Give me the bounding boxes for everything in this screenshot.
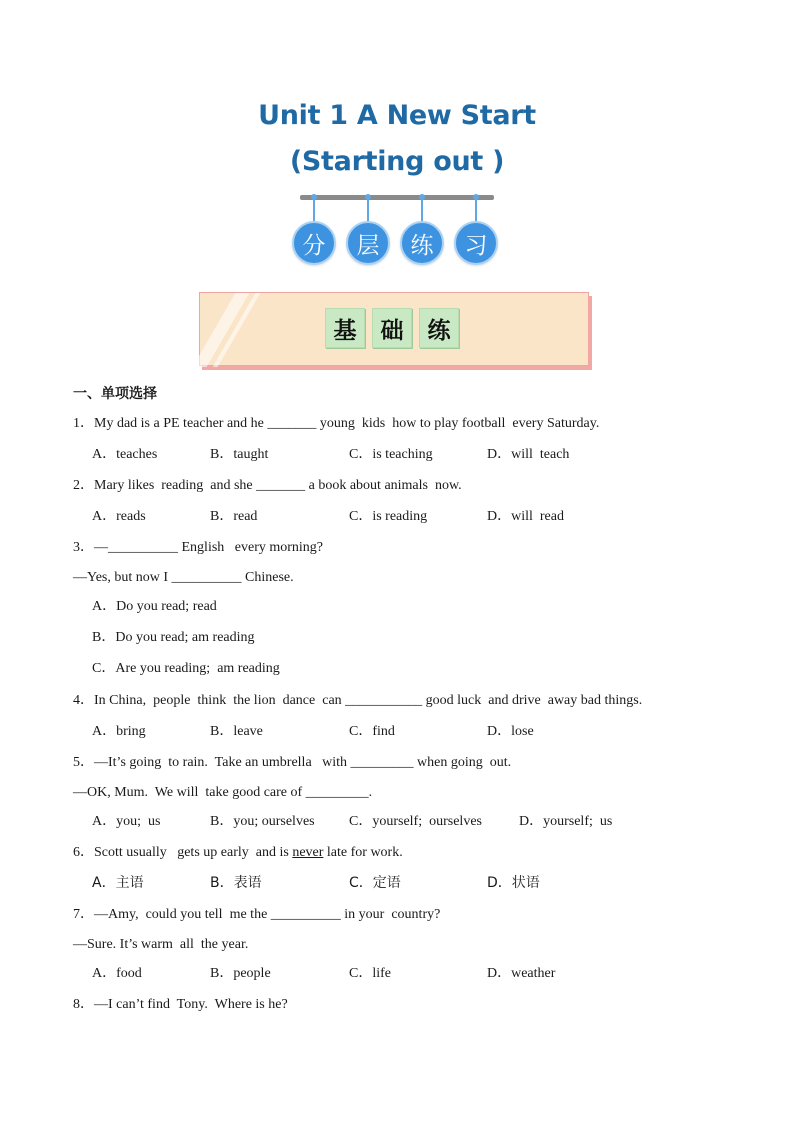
- q2-option-a: A．reads: [92, 509, 146, 524]
- q2-option-d: D．will read: [487, 509, 564, 524]
- badge-ceng: 层: [346, 221, 390, 265]
- q2-option-b: B．read: [210, 509, 258, 524]
- q4-option-d: D．lose: [487, 724, 534, 739]
- q7-option-d: D．weather: [487, 966, 556, 981]
- question-5-reply: —OK, Mum. We will take good care of _________.: [73, 785, 373, 800]
- banner-tile-chu: 础: [372, 308, 412, 348]
- q6-option-c: C．定语: [349, 875, 401, 891]
- badge-fen: 分: [292, 221, 336, 265]
- question-7-reply: —Sure. It’s warm all the year.: [73, 937, 249, 952]
- q3-option-b: B．Do you read; am reading: [92, 630, 255, 645]
- q6-option-b: B．表语: [210, 875, 262, 891]
- q1-option-c: C．is teaching: [349, 447, 433, 462]
- badge-bar: [300, 195, 494, 200]
- page-title: Unit 1 A New Start: [258, 100, 536, 131]
- question-5: 5．—It’s going to rain. Take an umbrella with _________ when going out.: [73, 755, 512, 770]
- badge-stem: [367, 196, 369, 224]
- banner-tile-ji: 基: [325, 308, 365, 348]
- q1-option-a: A．teaches: [92, 447, 158, 462]
- q3-option-a: A．Do you read; read: [92, 599, 217, 614]
- question-4: 4．In China, people think the lion dance can ___________ good luck and drive away bad things.: [73, 693, 643, 708]
- page-subtitle: (Starting out ): [289, 146, 505, 177]
- q7-option-a: A．food: [92, 966, 142, 981]
- q7-option-b: B．people: [210, 966, 271, 981]
- q4-option-b: B．leave: [210, 724, 263, 739]
- banner-tile-lian: 练: [419, 308, 459, 348]
- q5-option-b: B．you; ourselves: [210, 814, 315, 829]
- q6-option-d: D．状语: [487, 875, 540, 891]
- q4-option-c: C．find: [349, 724, 395, 739]
- badge-xi: 习: [454, 221, 498, 265]
- q5-option-d: D．yourself; us: [519, 814, 613, 829]
- underlined-word: never: [292, 845, 324, 860]
- question-7: 7．—Amy, could you tell me the __________ in your country?: [73, 907, 441, 922]
- badge-lian: 练: [400, 221, 444, 265]
- q4-option-a: A．bring: [92, 724, 146, 739]
- q5-option-c: C．yourself; ourselves: [349, 814, 482, 829]
- question-6-text: 6．Scott usually gets up early and is: [73, 845, 293, 860]
- question-3: 3．—__________ English every morning?: [73, 540, 324, 555]
- question-6: [73, 845, 403, 861]
- q7-option-c: C．life: [349, 966, 391, 981]
- q6-option-a: A．主语: [92, 875, 144, 891]
- q5-option-a: A．you; us: [92, 814, 161, 829]
- q2-option-c: C．is reading: [349, 509, 428, 524]
- section-title: 一、单项选择: [73, 386, 157, 402]
- badge-stem: [421, 196, 423, 224]
- badge-stem: [475, 196, 477, 224]
- badge-stem: [313, 196, 315, 224]
- question-2: 2．Mary likes reading and she _______ a book about animals now.: [73, 478, 462, 493]
- question-1: 1．My dad is a PE teacher and he _______ young kids how to play football every Saturday.: [73, 416, 600, 431]
- q1-option-b: B．taught: [210, 447, 269, 462]
- question-8: 8．—I can’t find Tony. Where is he?: [73, 997, 288, 1012]
- question-6-text-end: late for work.: [323, 845, 403, 860]
- q1-option-d: D．will teach: [487, 447, 570, 462]
- question-3-reply: —Yes, but now I __________ Chinese.: [73, 570, 294, 585]
- q3-option-c: C．Are you reading; am reading: [92, 661, 280, 676]
